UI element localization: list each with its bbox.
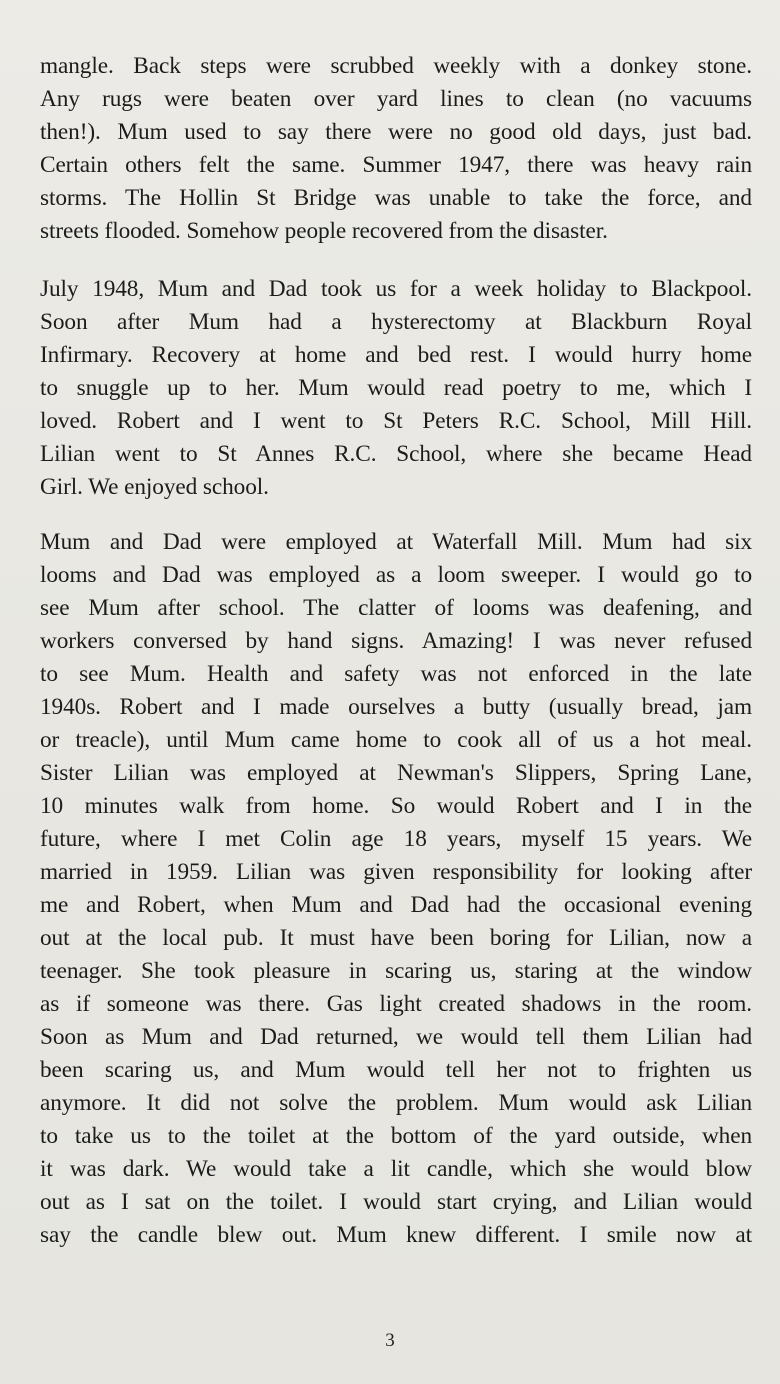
text-line: 1940s. Robert and I made ourselves a butty (usually bread, jam bbox=[40, 694, 752, 720]
text-line: to snuggle up to her. Mum would read poetry to me, which I bbox=[40, 375, 752, 401]
text-line: anymore. It did not solve the problem. Mum would ask Lilian bbox=[40, 1090, 752, 1116]
paragraph-3 bbox=[40, 526, 752, 1252]
text-line: Soon as Mum and Dad returned, we would tell them Lilian had bbox=[40, 1024, 752, 1050]
text-line: streets flooded. Somehow people recovered from the disaster. bbox=[40, 218, 608, 244]
paragraph-2 bbox=[40, 273, 752, 504]
text-line: see Mum after school. The clatter of looms was deafening, and bbox=[40, 595, 752, 621]
text-line: as if someone was there. Gas light created shadows in the room. bbox=[40, 991, 752, 1017]
text-line: Any rugs were beaten over yard lines to clean (no vacuums bbox=[40, 86, 752, 112]
text-line: out as I sat on the toilet. I would start crying, and Lilian would bbox=[40, 1189, 752, 1215]
text-line: Girl. We enjoyed school. bbox=[40, 474, 269, 500]
text-line: or treacle), until Mum came home to cook all of us a hot meal. bbox=[40, 727, 752, 753]
text-line: Sister Lilian was employed at Newman's Slippers, Spring Lane, bbox=[40, 760, 752, 786]
text-line: Mum and Dad were employed at Waterfall Mill. Mum had six bbox=[40, 529, 752, 555]
text-line: then!). Mum used to say there were no good old days, just bad. bbox=[40, 119, 752, 145]
text-line: Lilian went to St Annes R.C. School, where she became Head bbox=[40, 441, 752, 467]
text-line: July 1948, Mum and Dad took us for a week holiday to Blackpool. bbox=[40, 276, 752, 302]
text-line: to see Mum. Health and safety was not enforced in the late bbox=[40, 661, 752, 687]
page-number: 3 bbox=[385, 1330, 395, 1351]
text-line: say the candle blew out. Mum knew different. I smile now at bbox=[40, 1222, 752, 1248]
text-line: out at the local pub. It must have been boring for Lilian, now a bbox=[40, 925, 752, 951]
paragraph-1 bbox=[40, 50, 752, 248]
text-line: Certain others felt the same. Summer 1947, there was heavy rain bbox=[40, 152, 752, 178]
text-line: Soon after Mum had a hysterectomy at Blackburn Royal bbox=[40, 309, 752, 335]
text-line: future, where I met Colin age 18 years, myself 15 years. We bbox=[40, 826, 752, 852]
text-line: mangle. Back steps were scrubbed weekly with a donkey stone. bbox=[40, 53, 752, 79]
text-line: looms and Dad was employed as a loom sweeper. I would go to bbox=[40, 562, 752, 588]
text-line: me and Robert, when Mum and Dad had the occasional evening bbox=[40, 892, 752, 918]
text-line: Infirmary. Recovery at home and bed rest. I would hurry home bbox=[40, 342, 752, 368]
text-line: loved. Robert and I went to St Peters R.C. School, Mill Hill. bbox=[40, 408, 752, 434]
text-line: storms. The Hollin St Bridge was unable to take the force, and bbox=[40, 185, 752, 211]
text-line: to take us to the toilet at the bottom of the yard outside, when bbox=[40, 1123, 752, 1149]
text-line: 10 minutes walk from home. So would Robert and I in the bbox=[40, 793, 752, 819]
text-line: workers conversed by hand signs. Amazing! I was never refused bbox=[40, 628, 752, 654]
text-line: it was dark. We would take a lit candle, which she would blow bbox=[40, 1156, 752, 1182]
text-line: teenager. She took pleasure in scaring us, staring at the window bbox=[40, 958, 752, 984]
text-line: been scaring us, and Mum would tell her not to frighten us bbox=[40, 1057, 752, 1083]
text-line: married in 1959. Lilian was given responsibility for looking after bbox=[40, 859, 752, 885]
